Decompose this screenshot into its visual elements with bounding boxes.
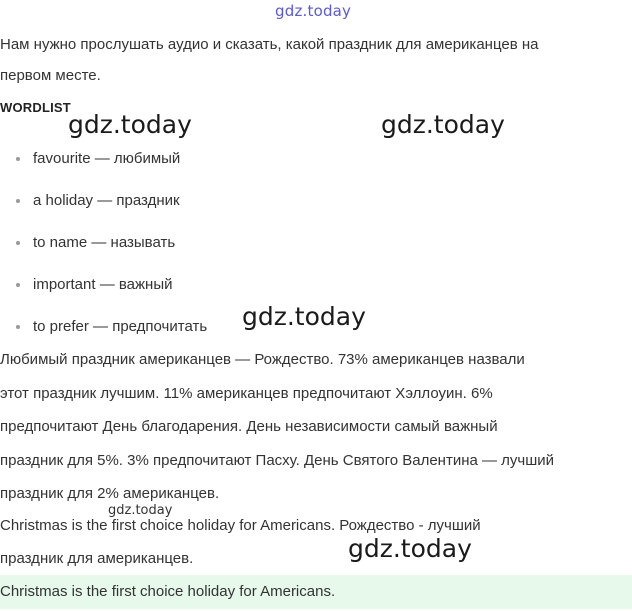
paragraph-line-1: Любимый праздник американцев — Рождество. 73% американцев назвали	[0, 351, 525, 368]
wordlist-heading: WORDLIST	[0, 100, 71, 115]
translation-line-2: праздник для американцев.	[0, 550, 194, 567]
watermark-small: gdz.today	[108, 503, 173, 518]
wordlist-item: important — важный	[33, 276, 173, 293]
wordlist-item: to prefer — предпочитать	[33, 318, 208, 335]
watermark-bottom: gdz.today	[348, 534, 472, 563]
intro-line-1: Нам нужно прослушать аудио и сказать, какой праздник для американцев на	[0, 36, 539, 53]
wordlist-item: a holiday — праздник	[33, 192, 180, 209]
watermark-right: gdz.today	[381, 110, 505, 139]
bullet-icon	[16, 325, 20, 329]
watermark-left: gdz.today	[68, 110, 192, 139]
watermark-middle: gdz.today	[242, 302, 366, 331]
intro-line-2: первом месте.	[0, 67, 101, 84]
translation-line-1: Christmas is the first choice holiday for Americans. Рождество - лучший	[0, 517, 481, 534]
paragraph-line-4: праздник для 5%. 3% предпочитают Пасху. День Святого Валентина — лучший	[0, 452, 555, 469]
wordlist-item: favourite — любимый	[33, 150, 181, 167]
bullet-icon	[16, 241, 20, 245]
bullet-icon	[16, 199, 20, 203]
paragraph-line-5: праздник для 2% американцев.	[0, 485, 220, 502]
answer-text: Christmas is the first choice holiday for Americans.	[0, 583, 336, 600]
paragraph-line-2: этот праздник лучшим. 11% американцев предпочитают Хэллоуин. 6%	[0, 385, 493, 402]
watermark-top: gdz.today	[275, 2, 352, 20]
bullet-icon	[16, 283, 20, 287]
bullet-icon	[16, 157, 20, 161]
wordlist-item: to name — называть	[33, 234, 176, 251]
paragraph-line-3: предпочитают День благодарения. День независимости самый важный	[0, 418, 498, 435]
